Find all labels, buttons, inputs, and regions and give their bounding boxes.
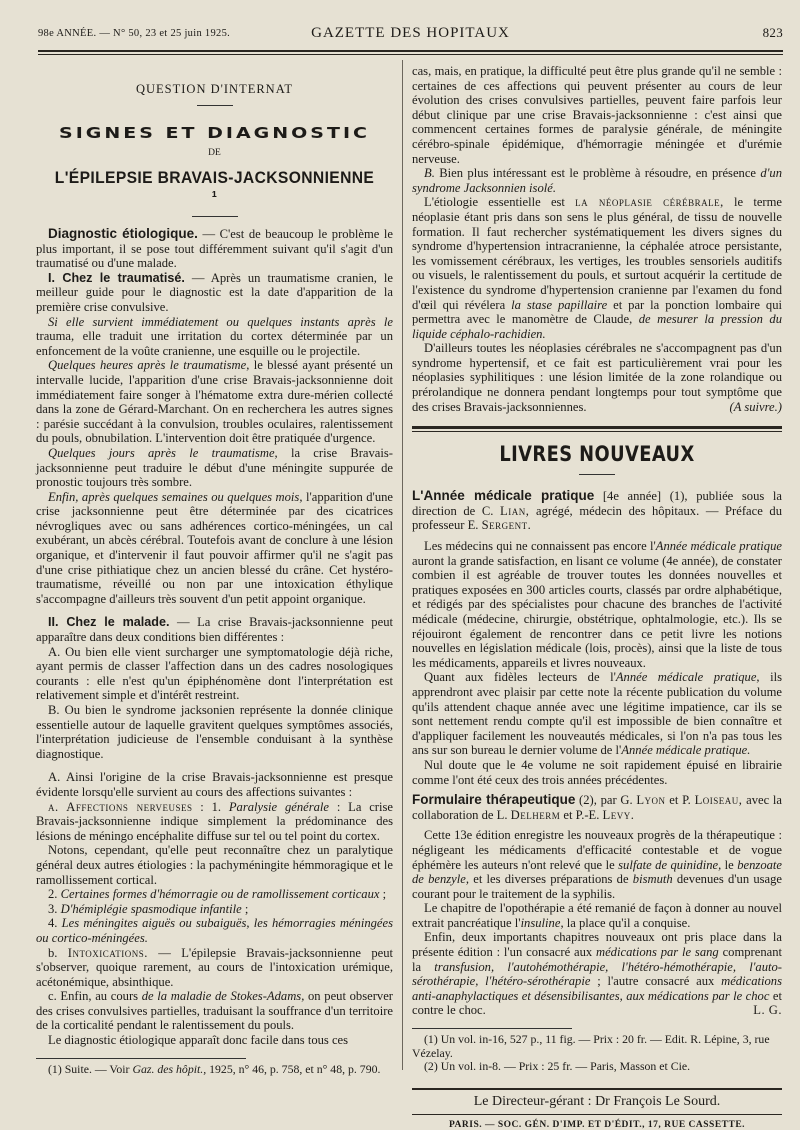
book-title: L'Année médicale pratique <box>412 488 595 504</box>
paragraph: c. Enfin, au cours de la maladie de Stokes-Adams, on peut observer des crises convulsives partielles, traduisant la souffrance d'un territoire de la corticalité pendant le ralentissement du pouls. <box>36 989 393 1033</box>
paragraph: A. Ou bien elle vient surcharger une symptomatologie déjà riche, ayant permis de classer l'affection dans un des cadres nosologiques courants : elle n'est qu'un épiphénomène dont l'interprétation est relativement simple et d'intérêt restreint. <box>36 644 393 703</box>
subtitle-rule <box>192 216 238 217</box>
paragraph: Diagnostic étiologique. — C'est de beaucoup le problème le plus important, il se pose tout différemment suivant qu'il s'agit d'un traumatisé ou d'une malade. <box>36 226 393 271</box>
paragraph: B. Bien plus intéressant est le problème à résoudre, en présence d'un syndrome Jacksonnien isolé. <box>412 166 782 195</box>
paragraph: Nul doute que le 4e volume ne soit rapidement épuisé en librairie comme l'ont été ceux des trois années précédentes. <box>412 757 782 787</box>
column-divider <box>402 60 403 1070</box>
paragraph: Enfin, après quelques semaines ou quelques mois, l'apparition d'une crise jacksonnienne peut être déterminée par des cicatrices névrogliques avec ou sans adhérences cortico-méningées, un cal exubérant, un abcès cérébral. Toutefois avant de conclure à une lésion organique, et d'intervenir il faut pouvoir affirmer qu'il ne s'agit pas d'une crise pithiatique chez un ancien blessé du crâne. Cet hystéro-traumatisme, réveillé ou non par une intoxication éthylique s'accompagne d'ailleurs très souvent d'un petit appoint organique. <box>36 489 394 606</box>
to-be-continued: (A suivre.) <box>729 399 782 414</box>
section-heading: I. Chez le traumatisé. <box>48 270 185 285</box>
gerant-rule-thin <box>412 1114 782 1115</box>
header-rule-thin <box>38 54 783 55</box>
paragraph: b. Intoxications. — L'épilepsie Bravais-jacksonnienne peut s'observer, quoique rarement, au cours de l'intoxication urémique, acétonémique, absinthique. <box>36 945 394 989</box>
heading-rule <box>579 474 615 475</box>
section-rule-thin <box>412 431 782 432</box>
header-rule <box>38 50 783 52</box>
article-subtitle: L'ÉPILEPSIE BRAVAIS-JACKSONNIENNE ¹ <box>54 168 375 207</box>
paragraph: Quant aux fidèles lecteurs de l'Année médicale pratique, ils apprendront avec plaisir par cette note la récente publication du volume qu'ils attendent chaque année avec une légitime impatience, car ils se sont nettement rendu compte qu'il est impossible de bien connaître et d'appliquer facilement les nouveautés médicales, si l'on n'a pas tous les ans sur son bureau le dernier volume de l'Année médicale pratique. <box>412 670 782 758</box>
paragraph: A. Ainsi l'origine de la crise Bravais-jacksonnienne est presque évidente lorsqu'elle survient au cours des affections suivantes : <box>36 770 393 799</box>
section-rule-thick <box>412 426 782 429</box>
right-column <box>412 64 782 1130</box>
article-title: SIGNES ET DIAGNOSTIC <box>59 124 370 142</box>
paragraph: II. Chez le malade. — La crise Bravais-jacksonnienne peut apparaître dans deux conditions bien différentes : <box>36 615 393 645</box>
question-heading: QUESTION D'INTERNAT <box>135 82 293 96</box>
title-rule <box>197 105 233 106</box>
printer-imprint: PARIS. — SOC. GÉN. D'IMP. ET D'ÉDIT., 17, RUE CASSETTE. <box>448 1119 746 1130</box>
page-number: 823 <box>762 25 783 40</box>
book-entry: L'Année médicale pratique [4e année] (1), publiée sous la direction de C. Lian, agrégé, médecin des hôpitaux. — Préface du professeur E. Sergent. <box>412 488 782 533</box>
paragraph: Le diagnostic étiologique apparaît donc facile dans tous ces <box>48 1033 349 1048</box>
paragraph: a. Affections nerveuses : 1. Paralysie générale : La crise Bravais-jacksonnienne indique simplement la prédominance des lésions de méningo encéphalite diffuse sur tel ou tel point du cortex. <box>36 799 393 843</box>
paragraph: Quelques jours après le traumatisme, la crise Bravais-jacksonnienne peut traduire le début d'une méningite suppurée de pronostic toujours très sombre. <box>36 445 393 490</box>
footnote-rule <box>36 1058 246 1059</box>
paragraph: cas, mais, en pratique, la difficulté peut être plus grande qu'il ne semble : certaines de ces affections qui peuvent présenter au cours de leur évolution des crises convulsives partielles, peuvent faire parfois leur début clinique par une crise Bravais-jacksonnienne : c'est ainsi que commencent certaines formes de paralysie générale, de méningite cérébro-spinale épidémique, d'hémorragie méningée et d'urémie nerveuse. <box>412 64 782 166</box>
paragraph: Enfin, deux importants chapitres nouveaux ont pris place dans la présente édition : l'un consacré aux médications par le sang comprenant la transfusion, l'autohémothérapie, l'hétéro-hémothérapie, l'auto-sérothérapie, l'hétéro-sérothérapie ; l'autre consacré aux médications anti-anaphylactiques et désensibilisantes, aux médications par le choc et contre le choc. L. G. <box>412 930 783 1018</box>
paragraph: 3. D'hémiplégie spasmodique infantile ; <box>48 901 249 916</box>
paragraph: Les médecins qui ne connaissent pas encore l'Année médicale pratique auront la grande satisfaction, en lisant ce volume (4e année), de constater combien il est agréable de trouver toutes les données nouvelles et pratiques exposées en 300 articles courts, classés par ordre alphabétique, et rédigés par des spécialistes pour chacune des branches de l'activité médicale (médecine, chirurgie, obstétrique, ophtalmologie, etc.). Ils se réjouiront également de rencontrer dans ce petit livre les notions nouvelles en législation médicale (lois, procès), ainsi que la liste de tous les médicaments, appareils et livres nouveaux. <box>412 539 782 670</box>
paragraph: D'ailleurs toutes les néoplasies cérébrales ne s'accompagnent pas d'un syndrome hypertensif, et ce fait est particulièrement vrai pour les néoplasies syphilitiques : une lésion limitée de la zone rolandique ou prérolandique ne donnera pendant longtemps pour tout symptôme que des crises Bravais-jacksonniennes. (A suivre.) <box>412 341 782 414</box>
title-connector: DE <box>208 148 221 158</box>
footnote: (2) Un vol. in-8. — Prix : 25 fr. — Paris, Masson et Cie. <box>424 1059 691 1074</box>
left-column <box>36 64 393 1076</box>
paragraph: Le chapitre de l'opothérapie a été remanié de façon à donner au nouvel extrait pancréatique l'insuline, la place qu'il a conquise. <box>412 901 782 930</box>
issue-info: 98e ANNÉE. — N° 50, 23 et 25 juin 1925. <box>38 28 231 39</box>
signature: L. G. <box>753 1003 782 1018</box>
paragraph: Notons, cependant, qu'elle peut reconnaître chez un paralytique général deux autres étiologies : la pachyméningite hémmoragique et le ramollissement cortical. <box>36 843 393 887</box>
paragraph: Si elle survient immédiatement ou quelques instants après le trauma, elle traduit une irritation du cortex déterminée par un enfoncement de la voûte cranienne, une esquille ou le projectile. <box>36 314 393 358</box>
page-header <box>38 22 783 46</box>
section-heading: II. Chez le malade. <box>48 615 170 630</box>
gerant-rule-thick <box>412 1088 782 1090</box>
paragraph: Cette 13e édition enregistre les nouveaux progrès de la thérapeutique : négligeant les médicaments d'efficacité contestable et de vogue éphémère les auteurs n'ont relevé que le sulfate de quinidine, le benzoate de benzyle, et les diverses préparations de bismuth devenues d'un usage courant pour le traitement de la syphilis. <box>412 828 783 901</box>
journal-title: GAZETTE DES HOPITAUX <box>311 25 510 41</box>
paragraph: Quelques heures après le traumatisme, le blessé ayant présenté un intervalle lucide, l'apparition d'une crise Bravais-jacksonnienne doit immédiatement faire songer à l'hématome extra dure-mérien collecté dans la zone de Gérard-Marchant. On en recherchera les autres signes : parésie succédant à la convulsion, troubles oculaires, ralentissement du pouls, obnubilation. L'intervention doit être pratiquée d'urgence. <box>36 358 393 446</box>
book-title: Formulaire thérapeutique <box>412 792 576 808</box>
book-entry: Formulaire thérapeutique (2), par G. Lyon et P. Loiseau, avec la collaboration de L. Delherm et P.-E. Levy. <box>412 792 782 822</box>
paragraph: B. Ou bien le syndrome jacksonien représente la donnée clinique essentielle autour de laquelle gravitent quelques symptômes associés, l'interprétation judicieuse de l'ensemble conduisant à la synthèse diagnostique. <box>36 703 393 761</box>
director-line: Le Directeur-gérant : Dr François Le Sourd. <box>473 1093 721 1109</box>
footnote-rule <box>412 1028 572 1029</box>
paragraph: L'étiologie essentielle est la néoplasie cérébrale, le terme néoplasie étant pris dans son sens le plus général, de tissu de nouvelle formation. Il faut rechercher systématiquement les divers signes du syndrome d'hypertension intracranienne, la céphalée atroce persistante, les vomissement cérébraux, les vertiges, les troubles sensoriels auditifs ou visuels, le ralentissement du pouls, et surtout acquérir la certitude de l'existence du syndrome d'hypertension cranienne par l'examen du fond d'œil qui révélera la stase papillaire et par la ponction lombaire qui permettra avec le manomètre de Claude, de mesurer la pression du liquide céphalo-rachidien. <box>412 195 782 341</box>
footnote: (1) Suite. — Voir Gaz. des hôpit., 1925, n° 46, p. 758, et n° 48, p. 790. <box>48 1061 381 1076</box>
section-heading: Diagnostic étiologique. <box>48 226 198 241</box>
paragraph: 4. Les méningites aiguës ou subaiguës, les hémorragies méningées ou cortico-méningées. <box>36 916 393 945</box>
paragraph: I. Chez le traumatisé. — Après un traumatisme cranien, le meilleur guide pour le diagnostic est la date d'apparition de la première crise convulsive. <box>36 270 393 314</box>
livres-heading: LIVRES NOUVEAUX <box>499 442 695 467</box>
paragraph: 2. Certaines formes d'hémorragie ou de ramollissement corticaux ; <box>48 887 387 902</box>
footnote: (1) Un vol. in-16, 527 p., 11 fig. — Prix : 20 fr. — Edit. R. Lépine, 3, rue Vézelay. <box>412 1032 770 1060</box>
